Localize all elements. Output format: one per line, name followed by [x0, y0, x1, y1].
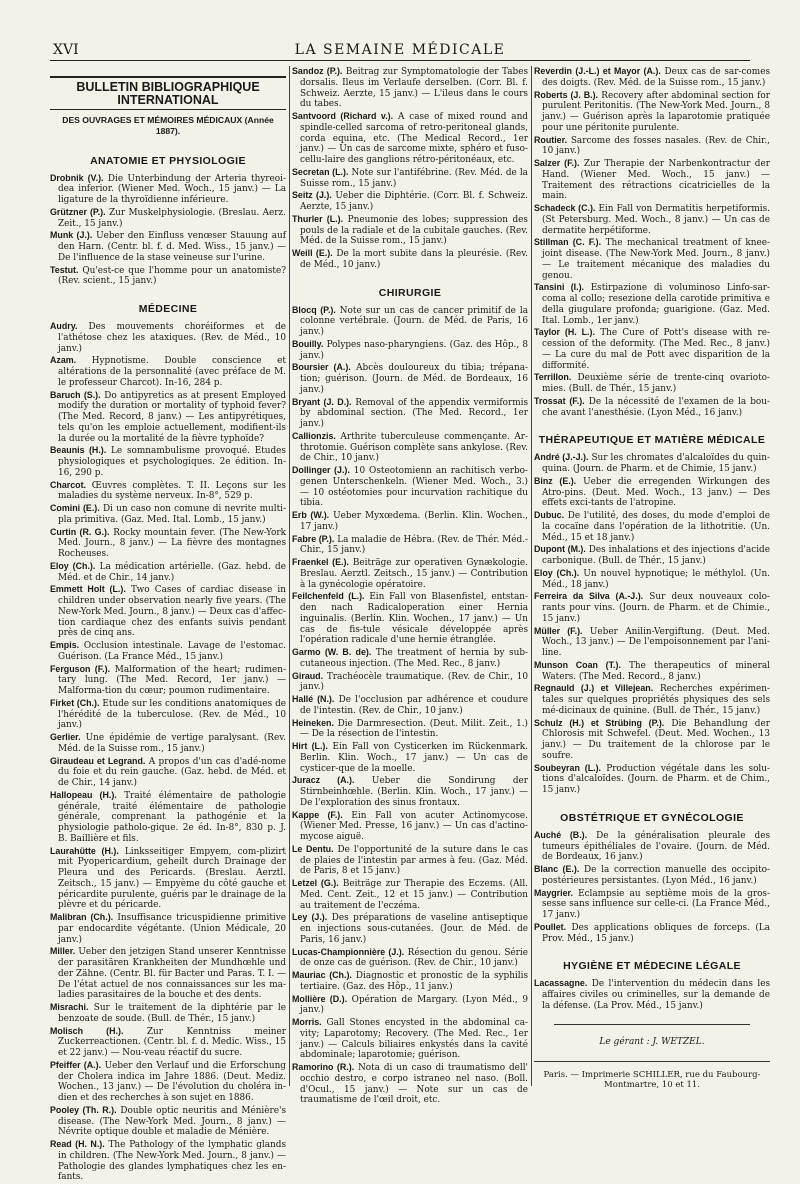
- entry-author: Read (H. N.).: [50, 1139, 105, 1149]
- entry-text: Ein Fall von acuter Actinomycose. (Wiener Med. Presse, 16 janv.) — Un cas d'actino-mycose aiguë.: [300, 810, 528, 842]
- entry-text: Note sur l'antifébrine. (Rev. Méd. de la Suisse rom., 15 janv.): [300, 167, 528, 189]
- entry-text: The Pathology of the lymphatic glands in children. (The New-York Med. Journ., 8 janv.) — Pathologie des glandes lymphatiques chez les en-fants.: [58, 1140, 287, 1183]
- entry-author: Taylor (H. L.).: [534, 327, 595, 338]
- entry-author: Baruch (S.).: [50, 389, 101, 400]
- entry-text: Ein Fall von Cysticerken im Rückenmark. Berlin. Klin. Woch., 17 janv.) — Un cas de cysticer-que de la moelle.: [300, 742, 529, 774]
- bibliography-entry: [534, 372, 770, 395]
- entry-author: Bouilly.: [292, 338, 324, 349]
- bibliography-entry: [50, 912, 286, 945]
- entry-text: Pneumonie des lobes; suppression des pouls de la radiale et de la cubitale gauches. (Rev. Méd. de la Suisse rom., 15 janv.): [300, 214, 528, 247]
- entry-text: Des préparations de vaseline antiseptique en injections sous-cutanées. (Jour. de Méd. de Paris, 16 janv.): [300, 913, 528, 945]
- bibliography-entry: [50, 640, 286, 663]
- entry-author: Auché (B.).: [534, 829, 588, 840]
- entry-author: Soubeyran (L.).: [534, 762, 601, 773]
- section-heading: CHIRURGIE: [378, 286, 442, 299]
- entry-text: Linksseitiger Empyem, com-plizirt mit Pyopericardium, geheilt durch Drainage der Pleura und des Pericards. (Breslau. Aerztl. Zeitsch., 15 janv.) — Empyème du côté gauche et péricardite purulente, guéris par le drainage de la plèvre et du péricarde.: [58, 846, 286, 911]
- entry-text: Abcès douloureux du tibia; trépana-tion; guérison. (Journ. de Méd. de Bordeaux, 16 janv.): [300, 363, 528, 395]
- bibliography-entry: [534, 327, 770, 371]
- entry-text: Ueber den Verlauf und die Erforschung der Cholera indica im Jahre 1886. (Deut. Mediz. Wochen., 13 janv.) — De l'évolution du choléra in-dien et des recherches à son sujet en 1886.: [58, 1060, 286, 1103]
- entry-text: De l'opportunité de la suture dans le cas de plaies de l'intestin par armes à feu. (Gaz. Méd. de Paris, 8 et 15 janv.): [300, 844, 528, 877]
- bibliography-entry: [50, 1002, 286, 1025]
- entry-text: Occlusion intestinale. Lavage de l'estomac. Guérison. (La France Méd., 15 janv.): [58, 641, 286, 662]
- entry-author: Garmo (W. B. de).: [292, 647, 372, 657]
- bibliography-entry: [534, 452, 770, 475]
- column-1: [50, 66, 286, 1184]
- entry-text: Zur Therapie der Narbenkontractur der Hand. (Wiener Med. Woch., 15 janv.) — Traitement des rétractions cicatricielles de la main.: [542, 159, 770, 202]
- entry-author: Azam.: [50, 355, 77, 366]
- bibliography-entry: [292, 844, 528, 877]
- entry-author: Tansini (I.).: [534, 282, 585, 293]
- entry-author: Emmett Holt (L.).: [50, 584, 126, 595]
- bibliography-entry: [50, 445, 286, 478]
- bibliography-entry: [292, 694, 528, 717]
- column-divider: [289, 66, 290, 1086]
- bibliography-entry: [50, 321, 286, 354]
- entry-author: Poullet.: [534, 921, 567, 932]
- bibliography-entry: [292, 1062, 528, 1106]
- entry-author: Hallé (N.).: [292, 694, 335, 704]
- entry-author: Thurler (L.).: [292, 213, 344, 224]
- bibliography-entry: [534, 90, 770, 134]
- entry-author: Sandoz (P.).: [292, 66, 343, 76]
- entry-text: Hypnotisme. Double conscience et altérations de la personnalité (avec préface de M. le professeur Charcot). In-16, 284 p.: [58, 356, 286, 388]
- bibliography-entry: [50, 1139, 286, 1183]
- entry-text: Sarcome des fosses nasales. (Rev. de Chir., 10 janv.): [542, 135, 770, 157]
- entry-author: Salzer (F.).: [534, 158, 580, 168]
- entry-text: Des inhalations et des injections d'acide carbonique. (Bull. de Thér., 15 janv.): [542, 545, 770, 566]
- entry-text: Polypes naso-pharyngiens. (Gaz. des Hôp., 8 janv.): [300, 339, 528, 361]
- bibliography-entry: [50, 946, 286, 1001]
- entry-author: Erb (W.).: [292, 510, 330, 520]
- entry-text: Removal of the appendix vermiformis by abdominal section. (The Med. Record., 1er janv.): [300, 397, 528, 429]
- bibliography-entry: [534, 763, 770, 796]
- entry-author: Eloy (Ch.).: [534, 567, 580, 578]
- section-heading: MÉDECINE: [138, 303, 198, 315]
- entry-text: Des applications obliques de forceps. (La Prov. Méd., 15 janv.): [542, 922, 770, 944]
- entry-author: Regnauld (J.) et Villejean.: [534, 683, 654, 694]
- entry-author: Eloy (Ch.).: [50, 560, 96, 571]
- section-heading: OBSTÉTRIQUE ET GYNÉCOLOGIE: [560, 811, 744, 824]
- entry-text: Insuffisance tricuspidienne primitive par endocardite végétante. (Union Médicale, 20 janv.): [58, 913, 287, 945]
- entry-text: Ueber den jetzigen Stand unserer Kenntnisse der parasitären Krankheiten der Mundhœhle und der Zähne. (Centr. Bl. für Bacter und Paras. T. I. — De l'état actuel de nos connaissances sur les ma-ladies parasitaires de la bouche et des dents.: [58, 947, 287, 1001]
- entry-text: Traité élémentaire de pathologie générale, traité élémentaire de pathologie générale, comprenant la pathogénie et la physiologie patholo-gique. 2e éd. In-8°, 830 p. J. B. Baillière et fils.: [58, 790, 286, 844]
- bibliography-entry: [292, 397, 528, 430]
- entry-text: Zur Muskelphysiologie. (Breslau. Aerz. Zeit., 15 janv.): [58, 207, 286, 229]
- entry-author: Feilchenfeld (L.).: [292, 591, 365, 602]
- bibliography-entry: [50, 503, 286, 526]
- bibliography-entry: [292, 947, 528, 970]
- entry-text: De la correction manuelle des occipito-postérieures persistantes. (Lyon Méd., 16 janv.): [542, 865, 770, 886]
- entry-author: Fabre (P.).: [292, 533, 335, 544]
- entry-text: Qu'est-ce que l'homme pour un anatomiste? (Rev. scient., 15 janv.): [58, 265, 286, 287]
- entry-author: Fraenkel (E.).: [292, 557, 349, 567]
- entry-author: Dubuc.: [534, 510, 565, 520]
- entry-text: Ein Fall von Dermatitis herpetiformis. (St Petersburg. Med. Woch., 8 janv.) — Un cas de dermatite herpétiforme.: [542, 204, 770, 236]
- bibliography-entry: [534, 888, 770, 921]
- entry-text: Ueber die erregenden Wirkungen des Atro-pins. (Deut. Med. Woch., 13 janv.) — Des effets exci-tants de l'atropine.: [542, 476, 770, 509]
- entry-text: Arthrite tuberculeuse commençante. Ar-throtomie. Guérison complète sans ankylose. (Rev. de Chir., 10 janv.): [300, 431, 528, 464]
- entry-text: Le somnambulisme provoqué. Etudes physiologiques et psychologiques. 2e édition. In-16, 290 p.: [58, 446, 286, 478]
- bibliography-entry: [50, 756, 286, 789]
- bibliography-entry: [50, 561, 286, 584]
- bibliography-entry: [292, 248, 528, 271]
- bibliography-entry: [50, 664, 286, 697]
- bibliography-entry: [50, 698, 286, 731]
- entry-text: Rocky mountain fever. (The New-York Med. Journ., 8 janv.) — La fièvre des montagnes Rocheuses.: [58, 527, 286, 559]
- entry-text: Die Darmresection. (Deut. Milit. Zeit., 1.) — De la résection de l'intestin.: [300, 718, 528, 740]
- entry-author: Lucas-Championnière (J.).: [292, 946, 405, 957]
- entry-text: De la nécessité de l'examen de la bou-che avant l'anesthésie. (Lyon Méd., 16 janv.): [542, 396, 770, 418]
- bibliography-entry: [534, 203, 770, 236]
- bibliography-entry: [534, 660, 770, 683]
- bibliography-entry: [534, 830, 770, 863]
- entry-author: Trossat (F.).: [534, 395, 585, 406]
- entry-text: Diagnostic et pronostic de la syphilis tertiaire. (Gaz. des Hôp., 11 janv.): [300, 971, 529, 992]
- bibliography-entry: [292, 994, 528, 1017]
- entry-text: The therapeutics of mineral Waters. (The Med. Record., 8 janv.): [542, 660, 770, 682]
- bibliography-entry: [534, 626, 770, 659]
- entry-author: Grützner (P.).: [50, 206, 106, 217]
- entry-author: Hirt (L.).: [292, 741, 328, 751]
- bibliography-entry: [534, 544, 770, 567]
- bulletin-title: BULLETIN BIBLIOGRAPHIQUE INTERNATIONAL: [50, 76, 286, 110]
- entry-text: De la généralisation pleurale des tumeurs épithéliales de l'ovaire. (Journ. de Méd. de Bordeaux, 16 janv.): [542, 830, 771, 863]
- bibliography-entry: [50, 584, 286, 639]
- entry-text: The Cure of Pott's disease with re-cession of the deformity. (The Med. Rec., 8 janv.) — La cure du mal de Pott avec disparition de la difformité.: [542, 328, 771, 371]
- bibliography-entry: [50, 1105, 286, 1138]
- entry-text: Gall Stones encysted in the abdominal ca-vity; Laparotomy; Recovery. (The Med. Rec., 1er janv.) — Calculs biliaires enkystés dans la cavité abdominale; laparotomie; guérison.: [300, 1018, 528, 1061]
- entry-text: Œuvres complètes. T. II. Leçons sur les maladies du système nerveux. In-8°, 529 p.: [58, 480, 286, 502]
- bibliography-entry: [292, 557, 528, 590]
- entry-author: Charcot.: [50, 479, 86, 490]
- entry-text: Beiträge zur Therapie des Eczems. (All. Med. Cent. Zeit., 12 et 15 janv.) — Contribution au traitement de l'eczéma.: [300, 879, 528, 911]
- entry-text: Ueber Myxœdema. (Berlin. Klin. Wochen., 17 janv.): [300, 511, 528, 532]
- entry-author: Secretan (L.).: [292, 166, 349, 177]
- entry-text: De la mort subite dans la pleurésie. (Rev. de Méd., 10 janv.): [300, 249, 528, 270]
- entry-author: Ley (J.).: [292, 912, 328, 923]
- entry-text: Production végétale dans les solu-tions d'alcaloïdes. (Journ. de Pharm. et de Chim., 15 janv.): [542, 763, 770, 795]
- entry-author: Dupont (M.).: [534, 544, 586, 555]
- entry-author: Blocq (P.).: [292, 304, 336, 315]
- entry-author: Reverdin (J.-L.) et Mayor (A.).: [534, 66, 661, 76]
- bibliography-entry: [292, 741, 528, 774]
- bibliography-entry: [534, 158, 770, 202]
- entry-author: Misrachi.: [50, 1002, 89, 1012]
- entry-author: Molisch (H.).: [50, 1025, 124, 1036]
- bibliography-entry: [534, 66, 770, 89]
- entry-author: Roberts (J. B.).: [534, 89, 599, 100]
- entry-author: Curtin (R. G.).: [50, 526, 110, 537]
- entry-author: Blanc (E.).: [534, 864, 580, 874]
- section-heading: ANATOMIE ET PHYSIOLOGIE: [90, 154, 246, 167]
- gerant-line: Le gérant : J. WETZEL.: [599, 1036, 705, 1047]
- entry-author: Weill (E.).: [292, 248, 333, 258]
- bibliography-entry: [534, 978, 770, 1011]
- bibliography-entry: [50, 230, 286, 263]
- entry-text: Opération de Margary. (Lyon Méd., 9 janv.): [300, 994, 528, 1016]
- entry-text: Recherches expérimen-tales sur quelques propriétés physiques des sels mé-dicinaux de quinine. (Bull. de Thér., 15 janv.): [542, 684, 771, 716]
- bulletin-subtitle: DES OUVRAGES ET MÉMOIRES MÉDICAUX (Année 1887).: [62, 115, 274, 136]
- bibliography-entry: [534, 591, 770, 624]
- bibliography-entry: [292, 339, 528, 362]
- entry-author: Routier.: [534, 134, 568, 145]
- bibliography-entry: [534, 396, 770, 419]
- entry-author: André (J.-J.).: [534, 452, 589, 463]
- entry-author: Giraud.: [292, 670, 324, 681]
- bibliography-entry: [534, 718, 770, 762]
- entry-author: Ferreira da Silva (A.-J.).: [534, 591, 644, 602]
- entry-author: Ferguson (F.).: [50, 663, 111, 674]
- entry-author: Giraudeau et Legrand.: [50, 755, 146, 766]
- bibliography-entry: [292, 591, 528, 646]
- entry-text: The mechanical treatment of knee-joint disease. (The New-York Med. Journ., 8 janv.) — Le traitement mécanique des maladies du genou.: [542, 238, 771, 281]
- entry-text: Note sur un cas de cancer primitif de la colonne vertébrale. (Journ. de Méd. de Paris, 16 janv.): [300, 305, 528, 337]
- entry-author: Juracz (A.).: [292, 775, 355, 786]
- bibliography-entry: [534, 237, 770, 281]
- entry-text: Eclampsie au septième mois de la gros-sesse sans influence sur celle-ci. (La France Méd., 17 janv.): [542, 888, 770, 920]
- entry-author: Laurahütte (H.).: [50, 845, 119, 856]
- entry-author: Binz (E.).: [534, 475, 577, 486]
- section-heading: HYGIÈNE ET MÉDECINE LÉGALE: [563, 960, 741, 973]
- entry-author: Mollière (D.).: [292, 993, 348, 1004]
- bibliography-entry: [50, 527, 286, 560]
- bibliography-entry: [292, 912, 528, 945]
- bibliography-entry: [292, 305, 528, 338]
- entry-text: Sur les chromates d'alcaloïdes du quin-quina. (Journ. de Pharm. et de Chimie, 15 janv.): [542, 453, 770, 474]
- entry-text: Ueber die Diphtérie. (Corr. Bl. f. Schweiz. Aerzte, 15 janv.): [300, 191, 528, 212]
- entry-text: Une épidémie de vertige paralysant. (Rev. Méd. de la Suisse rom., 15 janv.): [58, 733, 286, 754]
- entry-author: Terrillon.: [534, 372, 572, 383]
- entry-author: Mauriac (Ch.).: [292, 970, 352, 980]
- entry-author: Boursier (A.).: [292, 362, 351, 373]
- bibliography-entry: [292, 510, 528, 533]
- bibliography-entry: [292, 111, 528, 166]
- entry-text: Two Cases of cardiac disease in children under observation nearly five years. (The New-York Med. Journ., 8 janv.) — Deux cas d'affec-tion cardiaque chez des enfants suivis pendant près de cinq ans.: [58, 585, 286, 639]
- entry-text: Etude sur les conditions anatomiques de l'hérédité de la tuberculose. (Rev. de Méd., 10 janv.): [58, 698, 286, 731]
- entry-author: Hallopeau (H.).: [50, 789, 117, 800]
- header-rule: [50, 60, 750, 61]
- entry-text: Ueber Anilin-Vergiftung. (Deut. Med. Woch., 13 janv.) — De l'empoisonnement par l'ani-line.: [542, 626, 770, 658]
- entry-author: Santvoord (Richard v.).: [292, 111, 394, 121]
- entry-text: Trachéocèle traumatique. (Rev. de Chir., 10 janv.): [300, 671, 528, 693]
- entry-text: Deux cas de sar-comes des doigts. (Rev. Méd. de la Suisse rom., 15 janv.): [542, 67, 770, 88]
- bibliography-entry: [50, 173, 286, 206]
- bibliography-entry: [292, 214, 528, 247]
- bibliography-entry: [292, 718, 528, 741]
- entry-text: A case of mixed round and spindle-celled sarcoma of retro-peritoneal glands, corda equina, etc. (The Medical Record., 1er janv.) — Un cas de sarcome mixte, sphéro et fuso-cellu-laire des ganglions rétro-péritonéaux, etc.: [300, 112, 528, 165]
- bibliography-entry: [50, 1060, 286, 1104]
- entry-text: De l'intervention du médecin dans les affaires civiles ou criminelles, sur la demande de la défense. (La Prov. Méd., 15 janv.): [542, 979, 770, 1011]
- entry-author: Stillman (C. F.).: [534, 237, 602, 248]
- entry-text: The treatment of hernia by sub-cutaneous injection. (The Med. Rec., 8 janv.): [300, 648, 529, 669]
- entry-text: La maladie de Hébra. (Rev. de Thér. Méd.-Chir., 15 janv.): [300, 534, 529, 556]
- entry-author: Seitz (J.).: [292, 190, 332, 201]
- entry-author: Miller.: [50, 946, 76, 957]
- bibliography-entry: [50, 732, 286, 755]
- entry-text: Deuxième série de trente-cinq ovarioto-mies. (Bull. de Thér., 15 janv.): [542, 373, 770, 394]
- bibliography-entry: [534, 683, 770, 716]
- entry-author: Maygrier.: [534, 887, 573, 898]
- entry-author: Müller (F.).: [534, 625, 583, 636]
- bibliography-entry: [292, 465, 528, 509]
- entry-author: Beaunis (H.).: [50, 445, 107, 456]
- entry-author: Le Dentu.: [292, 843, 334, 854]
- entry-text: Ein Fall von Blasenfistel, entstan-den nach Radicaloperation einer Hernia inguinalis. (Berlin. Klin. Wochen., 17 janv.) — Un cas de fis-tule vésicale développée après l'opération radicale d'une hernie étranglée.: [300, 592, 528, 646]
- column-divider: [531, 66, 532, 1086]
- section-heading: THÉRAPEUTIQUE ET MATIÈRE MÉDICALE: [538, 434, 766, 447]
- entry-text: Die Unterbindung der Arteria thyreoi-dea inferior. (Wiener Med. Woch., 15 janv.) — La ligature de la thyroïdienne inférieure.: [58, 173, 286, 205]
- entry-author: Pfeiffer (A.).: [50, 1059, 102, 1070]
- bibliography-entry: [534, 282, 770, 326]
- entry-text: De l'utilité, des doses, du mode d'emploi de la cocaïne dans l'opération de la lithotritie. (Un. Méd., 15 et 18 janv.): [542, 511, 770, 543]
- entry-author: Letzel (G.).: [292, 878, 339, 888]
- entry-text: 10 Osteotomienn an rachitisch verbo-genen Unterschenkeln. (Wiener Med. Woch., 3.) — 10 ostéotomies pour incurvation rachitique du tibia.: [300, 466, 528, 509]
- entry-author: Bryant (J. D.).: [292, 396, 352, 407]
- bibliography-entry: [292, 534, 528, 557]
- entry-author: Audry.: [50, 321, 78, 331]
- bibliography-entry: [292, 970, 528, 993]
- bibliography-entry: [534, 922, 770, 945]
- entry-author: Gerlier.: [50, 732, 81, 742]
- entry-text: Recovery after abdominal section for purulent Peritonitis. (The New-York Med. Journ., 8 janv.) — Guérison après la laparotomie pratiquée pour une péritonite purulente.: [542, 90, 770, 133]
- entry-text: La médication artérielle. (Gaz. hebd. de Méd. et de Chir., 14 janv.): [58, 561, 286, 583]
- bibliography-entry: [534, 476, 770, 509]
- bibliography-entry: [292, 810, 528, 843]
- entry-text: Di un caso non comune di nevrite multi-pla primitiva. (Gaz. Med. Ital. Lomb., 15 janv.): [58, 504, 287, 525]
- entry-text: Ueber die Sondirung der Stirnbeinhœhle. (Berlin. Klin. Woch., 17 janv.) — De l'exploration des sinus frontaux.: [300, 776, 528, 808]
- bibliography-entry: [292, 66, 528, 110]
- closing-rule: [554, 1024, 750, 1025]
- entry-author: Munk (J.).: [50, 230, 93, 241]
- running-title: LA SEMAINE MÉDICALE: [294, 42, 506, 58]
- entry-text: Ueber den Einfluss venœser Stauung auf den Harn. (Centr. bl. f. d. Med. Wiss., 15 janv.) — De l'influence de la stase veineuse sur l'urine.: [58, 231, 286, 263]
- entry-author: Heineken.: [292, 717, 334, 728]
- entry-author: Morris.: [292, 1017, 322, 1027]
- entry-text: Sur le traitement de la diphtérie par le benzoate de soude. (Bull. de Thér., 15 janv.): [58, 1003, 286, 1024]
- entry-text: Die Behandlung der Chlorosis mit Schwefel. (Deut. Med. Wochen., 13 janv.) — Du traitement de la chlorose par le soufre.: [542, 718, 770, 761]
- bibliography-entry: [50, 207, 286, 230]
- entry-author: Dollinger (J.).: [292, 465, 350, 475]
- entry-text: Malformation of the heart; rudimen-tary lung. (The Med. Record, 1er janv.) — Malforma-tion du cœur; poumon rudimentaire.: [58, 664, 286, 696]
- bibliography-entry: [50, 390, 286, 445]
- entry-text: Résection du genou. Série de onze cas de guérison. (Rev. de Chir., 10 janv.): [300, 947, 528, 969]
- entry-author: Firket (Ch.).: [50, 697, 100, 708]
- entry-author: Lacassagne.: [534, 978, 588, 989]
- entry-author: Ramorino (R.).: [292, 1062, 355, 1072]
- bibliography-entry: [50, 1026, 286, 1059]
- entry-author: Empis.: [50, 640, 80, 650]
- entry-author: Callionzis.: [292, 430, 336, 441]
- entry-author: Drobnik (V.).: [50, 172, 104, 183]
- entry-author: Testut.: [50, 264, 79, 275]
- entry-author: Kappe (F.).: [292, 809, 343, 820]
- bibliography-entry: [292, 431, 528, 464]
- entry-text: Estirpazione di voluminoso Linfo-sar-coma al collo; resezione della carotide primitiva e della giugulare profonda; guarigione. (Gaz. Med. Ital. Lomb., 1er janv.): [542, 283, 770, 326]
- bibliography-entry: [292, 1017, 528, 1061]
- entry-text: Beiträge zur operativen Gynækologie. Breslau. Aerztl. Zeitsch., 15 janv.) — Contribution à la gynécologie opératoire.: [300, 558, 529, 590]
- entry-text: Zur Kenntniss meiner Zuckerreactionen. (Centr. bl. f. d. Medic. Wiss., 15 et 22 janv.) — Nou-veau réactif du sucre.: [58, 1026, 286, 1058]
- entry-text: De l'occlusion par adhérence et coudure de l'intestin. (Rev. de Chir., 10 janv.): [300, 695, 528, 716]
- column-2: [292, 66, 528, 1107]
- entry-text: Double optic neuritis and Ménière's disease. (The New-York Med. Journ., 8 janv.) — Névrite optique double et maladie de Ménière.: [58, 1105, 287, 1138]
- bibliography-entry: [50, 480, 286, 503]
- bibliography-entry: [292, 190, 528, 213]
- entry-author: Schadeck (C.).: [534, 203, 596, 213]
- bibliography-entry: [534, 568, 770, 591]
- bibliography-entry: [534, 510, 770, 543]
- bibliography-entry: [292, 775, 528, 808]
- entry-text: Nota di un caso di traumatismo dell' occhio destro, e corpo istraneo nel naso. (Boll. d'Ocul., 15 janv.) — Note sur un cas de traumatisme de l'œil droit, etc.: [300, 1063, 528, 1106]
- bibliography-entry: [292, 362, 528, 395]
- entry-author: Malibran (Ch.).: [50, 912, 114, 922]
- column-3: [534, 66, 770, 1090]
- bibliography-entry: [292, 878, 528, 911]
- entry-author: Schulz (H.) et Strübing (P.).: [534, 717, 665, 728]
- entry-text: Sur deux nouveaux colo-rants pour vins. (Journ. de Pharm. et de Chimie., 15 janv.): [542, 592, 770, 624]
- bibliography-entry: [50, 265, 286, 288]
- bibliography-entry: [50, 355, 286, 388]
- entry-text: A propos d'un cas d'adé-nome du foie et du rein gauche. (Gaz. hebd. de Méd. et de Chir., 14 janv.): [58, 756, 286, 788]
- entry-author: Munson Coan (T.).: [534, 659, 621, 670]
- entry-text: Un nouvel hypnotique; le méthylol. (Un. Méd., 18 janv.): [542, 568, 770, 590]
- entry-text: Do antipyretics as at present Employed modify the duration or mortality of typhoid fever? (The Med. Record, 8 janv.) — Les antipyrétiques, tels qu'on les emploie actuellement, modifient-ils la durée ou la mortalité de la fièvre typhoïde?: [58, 390, 286, 444]
- bibliography-entry: [292, 647, 528, 670]
- entry-author: Comini (E.).: [50, 503, 100, 513]
- entry-text: Des mouvements choréiformes et de l'athétose chez les ataxiques. (Rev. de Méd., 10 janv.): [58, 322, 286, 354]
- bibliography-entry: [534, 864, 770, 887]
- bibliography-entry: [534, 135, 770, 158]
- entry-text: Beitrag zur Symptomatologie der Tabes dorsalis. Ileus im Verlaufe derselben. (Corr. Bl. f. Schweiz. Aerzte, 15 janv.) — L'ileus dans le cours du tabes.: [300, 67, 528, 110]
- bibliography-entry: [50, 790, 286, 845]
- page-number: XVI: [53, 42, 79, 58]
- entry-author: Pooley (Th. R.).: [50, 1104, 117, 1115]
- bibliography-entry: [50, 846, 286, 912]
- bibliography-entry: [292, 167, 528, 190]
- bibliography-entry: [292, 671, 528, 694]
- printer-line: Paris. — Imprimerie SCHILLER, rue du Faubourg-Montmartre, 10 et 11.: [534, 1061, 770, 1090]
